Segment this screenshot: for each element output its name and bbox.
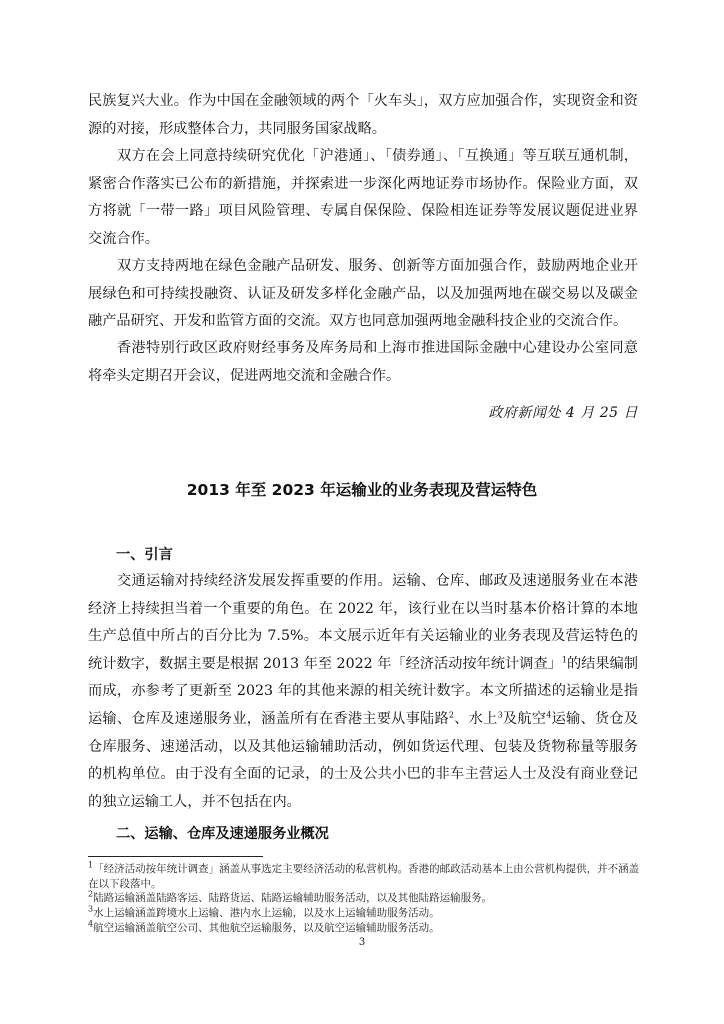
footnote-text: 「经济活动按年统计调查」涵盖从事选定主要经济活动的私营机构。香港的邮政活动基本上由公营机构提供，并不涵盖在以下段落中。 — [88, 863, 640, 890]
footnote-text: 航空运输涵盖航空公司、其他航空运输服务，以及航空运输辅助服务活动。 — [93, 922, 440, 934]
paragraph-connectivity: 双方在会上同意持续研究优化「沪港通」、「债券通」、「互换通」等互联互通机制，紧密合作落实已公布的新措施，并探索进一步深化两地证券市场协作。保险业方面，双方将就「一带一路」项目风险管理、专属自保保险、保险相连证券等发展议题促进业界交流合作。 — [88, 148, 638, 247]
footnote-ref-2[interactable]: 2 — [448, 710, 455, 720]
footnote-3 — [88, 906, 640, 921]
press-release-signature: 政府新闻处 4 月 25 日 — [488, 405, 638, 421]
page-number: 3 — [358, 937, 366, 948]
intro-text-e: 运输、货仓及仓库服务、速递活动，以及其他运输辅助活动，例如货运代理、包装及货物称量等服务的机构单位。由于没有全面的记录，的士及公共小巴的非车主营运人士及没有商业登记的独立运输工人，并不包括在内。 — [88, 710, 638, 810]
paragraph-meetings: 香港特别行政区政府财经事务及库务局和上海市推进国际金融中心建设办公室同意将牵头定期召开会议，促进两地交流和金融合作。 — [88, 340, 638, 384]
paragraph-continued: 民族复兴大业。作为中国在金融领域的两个「火车头」，双方应加强合作，实现资金和资源的对接，形成整体合力，共同服务国家战略。 — [88, 93, 638, 137]
article-title: 2013 年至 2023 年运输业的业务表现及营运特色 — [186, 481, 538, 499]
paragraph-introduction — [88, 568, 638, 816]
footnote-1 — [88, 862, 640, 891]
intro-text-a: 交通运输对持续经济发展发挥重要的作用。运输、仓库、邮政及速递服务业在本港经济上持续担当着一个重要的角色。在 2022 年，该行业在以当时基本价格计算的本地生产总值中所占的百分比为 7.5%。本文展示近年有关运输业的业务表现及营运特色的统计数字，数据主要是根据 2013 年至 2022 年「经济活动按年统计调查」 — [88, 573, 638, 672]
footnote-4 — [88, 921, 640, 936]
footnote-mark: 4 — [88, 919, 94, 929]
intro-text-b: 的结果编制而成，亦参考了更新至 2023 年的其他来源的相关统计数字。本文所描述的运输业是指运输、仓库及速递服务业，涵盖所有在香港主要从事陆路 — [88, 655, 638, 727]
section-heading-overview: 二、运输、仓库及速递服务业概况 — [116, 826, 329, 842]
footnote-separator — [88, 856, 263, 857]
footnote-mark: 3 — [88, 904, 94, 914]
intro-text-d: 及航空 — [502, 710, 547, 727]
footnote-ref-4[interactable]: 4 — [546, 710, 552, 720]
paragraph-green-finance: 双方支持两地在绿色金融产品研发、服务、创新等方面加强合作，鼓励两地企业开展绿色和可持续投融资、认证及研发多样化金融产品，以及加强两地在碳交易以及碳金融产品研究、开发和监管方面的交流。双方也同意加强两地金融科技企业的交流合作。 — [88, 258, 638, 330]
footnote-ref-1[interactable]: 1 — [561, 655, 567, 665]
footnote-mark: 1 — [88, 860, 94, 870]
section-heading-introduction: 一、引言 — [116, 547, 173, 563]
footnote-text: 陆路运输涵盖陆路客运、陆路货运、陆路运输辅助服务活动，以及其他陆路运输服务。 — [93, 892, 493, 904]
footnote-mark: 2 — [88, 889, 94, 899]
intro-text-c: 、水上 — [454, 710, 498, 727]
footnote-text: 水上运输涵盖跨境水上运输、港内水上运输，以及水上运输辅助服务活动。 — [93, 907, 440, 919]
footnote-ref-3[interactable]: 3 — [497, 710, 503, 720]
footnote-2 — [88, 891, 640, 906]
